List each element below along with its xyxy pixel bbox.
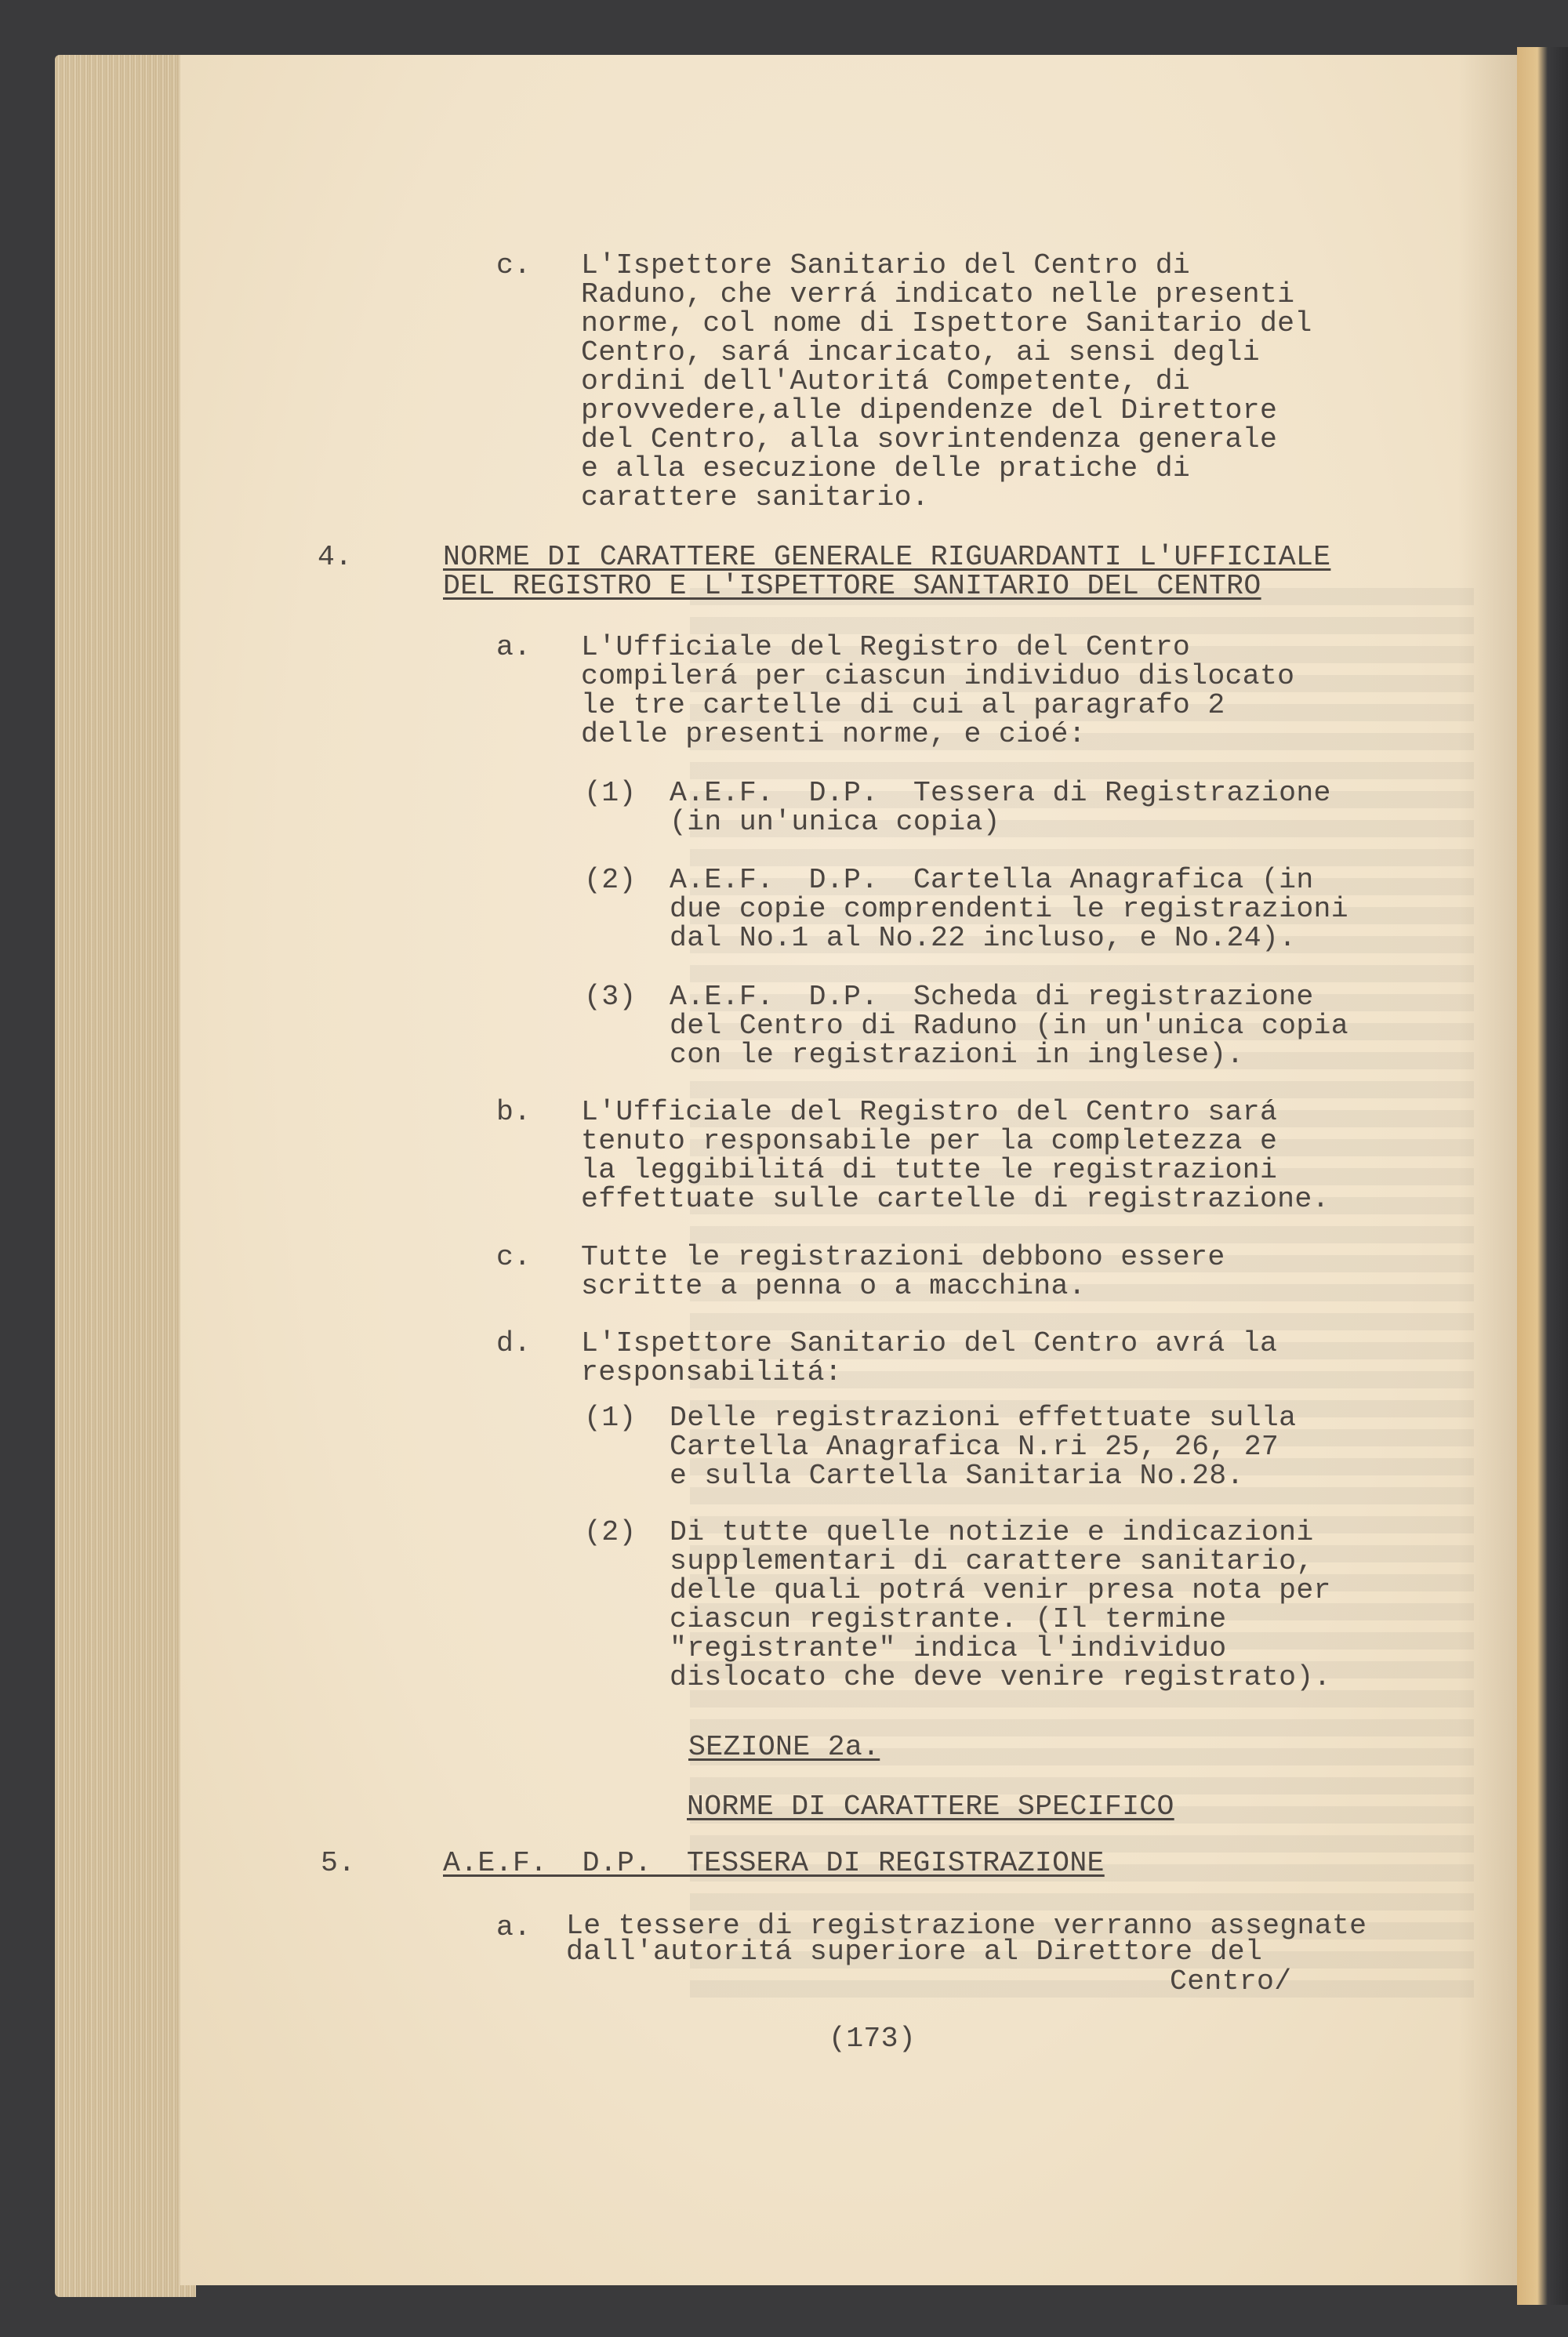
subitem-4a3-text [670, 982, 1348, 1069]
subitem-label: (1) [584, 1402, 637, 1434]
subitem-label: (2) [584, 864, 637, 896]
subitem-label: (3) [584, 981, 637, 1013]
text-line: tenuto responsabile per la completezza e [581, 1125, 1278, 1157]
text-line: le tre cartelle di cui al paragrafo 2 [581, 689, 1225, 721]
text-line: compilerá per ciascun individuo dislocato [581, 660, 1295, 692]
text-line: ordini dell'Autoritá Competente, di [581, 365, 1191, 397]
text-line: Le tessere di registrazione verranno assegnate [566, 1910, 1367, 1942]
text-line: del Centro, alla sovrintendenza generale [581, 423, 1278, 455]
text-line: ciascun registrante. (Il termine [670, 1603, 1227, 1635]
text-line: L'Ispettore Sanitario del Centro avrá la [581, 1327, 1278, 1359]
subitem-4d2-text [670, 1518, 1331, 1692]
item-label: a. [496, 1911, 532, 1943]
text-line: scritte a penna o a macchina. [581, 1270, 1086, 1302]
item-label: c. [496, 249, 532, 281]
text-line: A.E.F. D.P. Scheda di registrazione [670, 981, 1314, 1013]
subitem-label: (1) [584, 777, 637, 809]
text-line: delle quali potrá venir presa nota per [670, 1574, 1331, 1606]
subitem-4a2-text [670, 865, 1348, 953]
facing-page-edge [1517, 47, 1568, 2305]
subitem-label: (2) [584, 1516, 637, 1548]
item-label: a. [496, 631, 532, 663]
item-3c-text [581, 251, 1312, 512]
text-line: Di tutte quelle notizie e indicazioni [670, 1516, 1314, 1548]
text-line: supplementari di carattere sanitario, [670, 1545, 1314, 1577]
text-line: NORME DI CARATTERE GENERALE RIGUARDANTI L'UFFICIALE [443, 541, 1331, 573]
subitem-4d1-text [670, 1403, 1296, 1490]
page-number: (173) [829, 2023, 916, 2055]
text-line: Tutte le registrazioni debbono essere [581, 1241, 1225, 1273]
text-line: responsabilitá: [581, 1356, 843, 1388]
text-line: dall'autoritá superiore al Direttore del [566, 1936, 1263, 1968]
text-line: carattere sanitario. [581, 481, 930, 513]
text-line: del Centro di Raduno (in un'unica copia [670, 1010, 1348, 1042]
text-line: e sulla Cartella Sanitaria No.28. [670, 1460, 1244, 1492]
item-5a-text [566, 1910, 1367, 1968]
section-subheader: NORME DI CARATTERE SPECIFICO [687, 1791, 1174, 1823]
text-line: Raduno, che verrá indicato nelle presenti [581, 278, 1295, 310]
section-5-heading: A.E.F. D.P. TESSERA DI REGISTRAZIONE [443, 1847, 1105, 1879]
section-number: 4. [318, 541, 353, 573]
text-line: (in un'unica copia) [670, 806, 1000, 838]
text-line: Delle registrazioni effettuate sulla [670, 1402, 1297, 1434]
text-line: L'Ufficiale del Registro del Centro sará [581, 1096, 1278, 1128]
item-4c-text [581, 1243, 1225, 1301]
text-line: A.E.F. D.P. Cartella Anagrafica (in [670, 864, 1314, 896]
text-line: con le registrazioni in inglese). [670, 1039, 1244, 1071]
section-number: 5. [321, 1847, 356, 1879]
item-4a-text [581, 633, 1294, 749]
text-line: e alla esecuzione delle pratiche di [581, 452, 1191, 484]
text-line: "registrante" indica l'individuo [670, 1632, 1227, 1664]
section-header: SEZIONE 2a. [688, 1731, 880, 1763]
text-line: DEL REGISTRO E L'ISPETTORE SANITARIO DEL CENTRO [443, 570, 1261, 602]
subitem-4a1-text [670, 778, 1331, 836]
text-line: provvedere,alle dipendenze del Direttore [581, 394, 1278, 426]
text-line: dislocato che deve venire registrato). [670, 1661, 1331, 1693]
text-line: norme, col nome di Ispettore Sanitario del [581, 307, 1312, 339]
item-4d-text [581, 1329, 1277, 1387]
item-label: c. [496, 1241, 532, 1273]
text-line: effettuate sulle cartelle di registrazione. [581, 1183, 1330, 1215]
text-line: due copie comprendenti le registrazioni [670, 893, 1348, 925]
text-line: L'Ispettore Sanitario del Centro di [581, 249, 1191, 281]
text-line: A.E.F. D.P. Tessera di Registrazione [670, 777, 1331, 809]
text-line: L'Ufficiale del Registro del Centro [581, 631, 1191, 663]
text-line: dal No.1 al No.22 incluso, e No.24). [670, 922, 1297, 954]
text-line: Cartella Anagrafica N.ri 25, 26, 27 [670, 1431, 1279, 1463]
item-label: d. [496, 1327, 532, 1359]
item-4b-text [581, 1098, 1330, 1214]
text-line: delle presenti norme, e cioé: [581, 718, 1086, 750]
book-page-edges [55, 55, 196, 2297]
section-4-heading [443, 543, 1330, 601]
text-line: Centro, sará incaricato, ai sensi degli [581, 336, 1260, 368]
text-line: la leggibilitá di tutte le registrazioni [581, 1154, 1278, 1186]
continuation-note: Centro/ [1170, 1965, 1292, 1998]
item-label: b. [496, 1096, 532, 1128]
